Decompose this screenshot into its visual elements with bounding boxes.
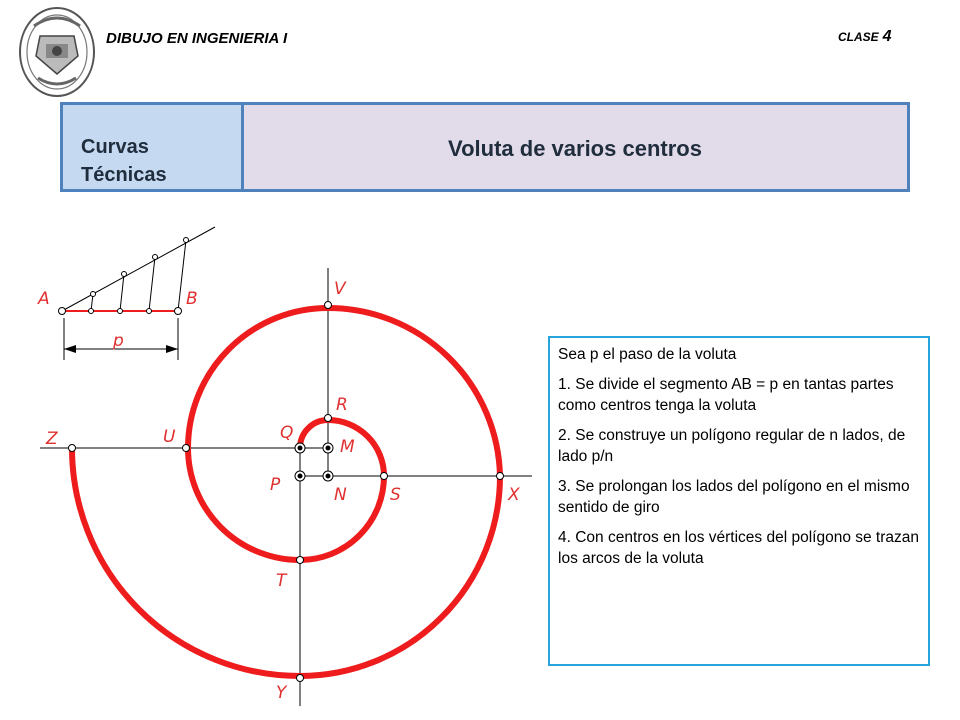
label-q: Q [280,423,294,443]
topic-title: Voluta de varios centros [448,136,702,161]
point-z [69,445,76,452]
point-v [325,302,332,309]
clase-label: CLASE [838,30,879,44]
step-1: 1. Se divide el segmento AB = p en tantas partes como centros tenga la voluta [558,376,894,414]
label-t: T [276,571,287,591]
label-u: U [163,427,176,447]
point-r [325,415,332,422]
title-banner [60,102,910,192]
center-square [300,448,328,476]
label-b: B [186,289,198,309]
category-box [63,105,244,189]
point-u [183,445,190,452]
category-label [81,133,167,189]
label-x: X [508,485,520,505]
label-m: M [340,437,355,457]
step-2: 2. Se construye un polígono regular de n lados, de lado p/n [558,427,906,465]
category-line2: Técnicas [81,164,167,186]
category-line1: Curvas [81,136,149,158]
point-b [175,308,182,315]
university-seal-logo [18,6,96,98]
class-number [838,28,892,46]
division-ray-4 [178,240,186,311]
label-p-point: P [270,475,281,495]
point-t [297,557,304,564]
label-a: A [38,289,50,309]
label-z: Z [46,429,58,449]
point-a [59,308,66,315]
instructions-box [548,336,930,666]
label-p: p [113,331,124,351]
label-y: Y [276,683,287,703]
course-title: DIBUJO EN INGENIERIA I [106,30,288,47]
volute-diagram [0,200,540,720]
division-ray-3 [149,257,155,311]
division-ray-2 [120,274,124,311]
label-v: V [334,279,346,299]
label-r: R [336,395,348,415]
point-s [381,473,388,480]
volute-curve [72,308,500,676]
clase-number: 4 [882,28,892,45]
label-n: N [334,485,347,505]
step-3: 3. Se prolongan los lados del polígono en el mismo sentido de giro [558,478,910,516]
point-y [297,675,304,682]
step-intro: Sea p el paso de la voluta [558,346,737,363]
step-4: 4. Con centros en los vértices del polígono se trazan los arcos de la voluta [558,529,920,567]
point-x [497,473,504,480]
label-s: S [390,485,401,505]
